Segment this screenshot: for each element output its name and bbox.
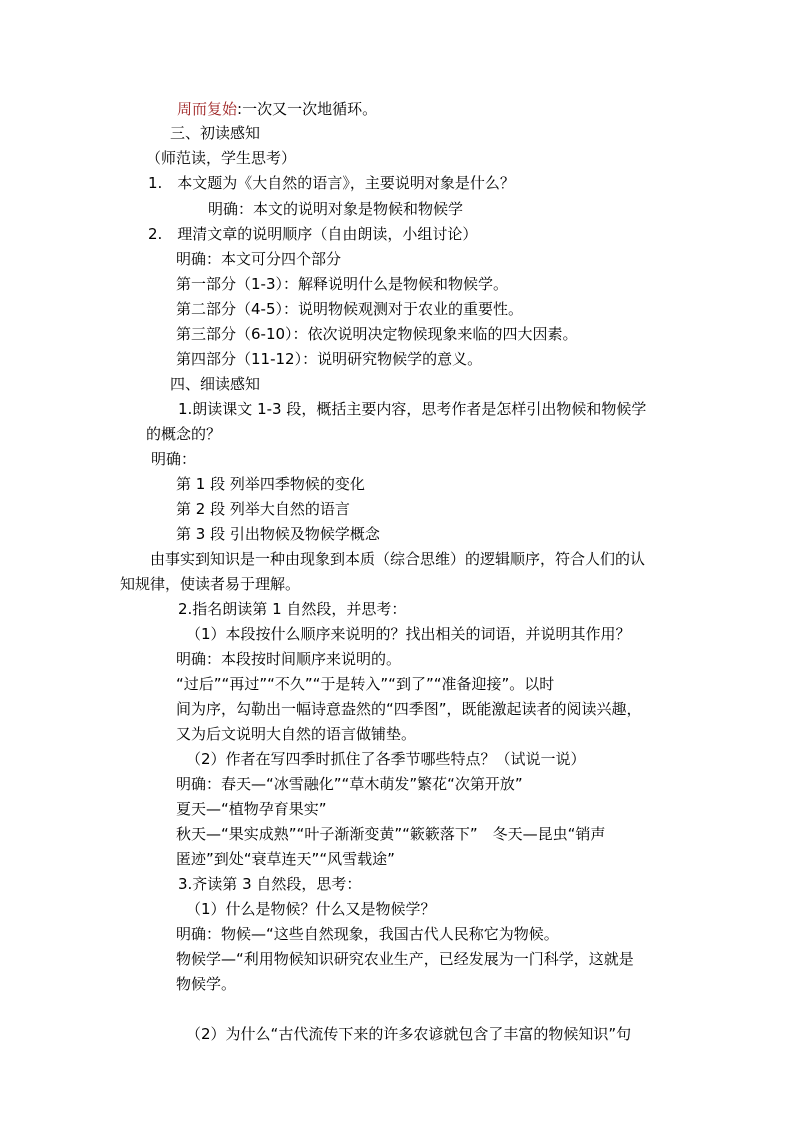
time-words-explanation: 间为序，勾勒出一幅诗意盎然的“四季图”，既能激起读者的阅读兴趣， [176,700,642,718]
term-definition: :一次又一次地循环。 [237,100,378,118]
part-1: 第一部分（1-3）：解释说明什么是物候和物候学。 [176,275,509,293]
autumn-winter-features: 秋天—“果实成熟”“叶子渐渐变黄”“簌簌落下” 冬天—昆虫“销声 [176,825,606,843]
part-2: 第二部分（4-5）：说明物候观测对于农业的重要性。 [176,300,524,318]
section-heading-4: 四、细读感知 [170,375,261,393]
paragraph-3-summary: 第 3 段 引出物候及物候学概念 [176,525,380,543]
part-4: 第四部分（11-12）：说明研究物候学的意义。 [176,350,483,368]
time-words: “过后”“再过”“不久”“于是转入”“到了”“准备迎接”。以时 [176,675,555,693]
phenology-science-definition: 物候学—“利用物候知识研究农业生产，已经发展为一门科学，这就是 [176,950,634,968]
line-term-definition [177,97,377,121]
answer-1: 明确：本文的说明对象是物候和物候学 [208,200,464,218]
question-1: 1. 本文题为《大自然的语言》，主要说明对象是什么？ [148,174,515,192]
phenology-science-definition-continued: 物候学。 [176,975,237,993]
answer-2: 明确：本文可分四个部分 [176,250,342,268]
task-1-continued: 的概念的？ [146,425,222,443]
task-2-question-2: （2）作者在写四季时抓住了各季节哪些特点？（试说一说） [186,750,586,768]
winter-features-continued: 匿迹”到处“衰草连天”“风雪载途” [176,850,395,868]
reading-note: （师范读，学生思考） [146,149,297,167]
spring-features: 明确：春天—“冰雪融化”“草木萌发”繁花“次第开放” [176,775,523,793]
logic-explanation-continued: 知规律，使读者易于理解。 [120,575,301,593]
task-1: 1.朗读课文 1-3 段，概括主要内容，思考作者是怎样引出物候和物候学 [178,400,647,418]
task-2-answer-1: 明确：本段按时间顺序来说明的。 [176,650,402,668]
time-words-explanation-continued: 又为后文说明大自然的语言做铺垫。 [176,725,417,743]
summer-features: 夏天—“植物孕育果实” [176,800,327,818]
part-3: 第三部分（6-10）：依次说明决定物候现象来临的四大因素。 [176,325,578,343]
task-3-question-1: （1）什么是物候？什么又是物候学？ [186,900,436,918]
task-3: 3.齐读第 3 自然段，思考： [178,875,362,893]
task-3-question-2: （2）为什么“古代流传下来的许多农谚就包含了丰富的物候知识”句 [186,1025,632,1043]
section-heading-3: 三、初读感知 [170,124,261,142]
paragraph-2-summary: 第 2 段 列举大自然的语言 [176,500,350,518]
logic-explanation: 由事实到知识是一种由现象到本质（综合思维）的逻辑顺序，符合人们的认 [150,550,646,568]
paragraph-1-summary: 第 1 段 列举四季物候的变化 [176,475,365,493]
term-zhou-er-fu-shi: 周而复始 [177,100,238,118]
answer-label: 明确： [151,450,197,468]
question-2: 2. 理清文章的说明顺序（自由朗读，小组讨论） [148,225,478,243]
task-2-question-1: （1）本段按什么顺序来说明的？找出相关的词语，并说明其作用？ [186,625,631,643]
task-2: 2.指名朗读第 1 自然段，并思考： [178,600,407,618]
phenology-definition: 明确：物候—“这些自然现象，我国古代人民称它为物候。 [176,925,559,943]
